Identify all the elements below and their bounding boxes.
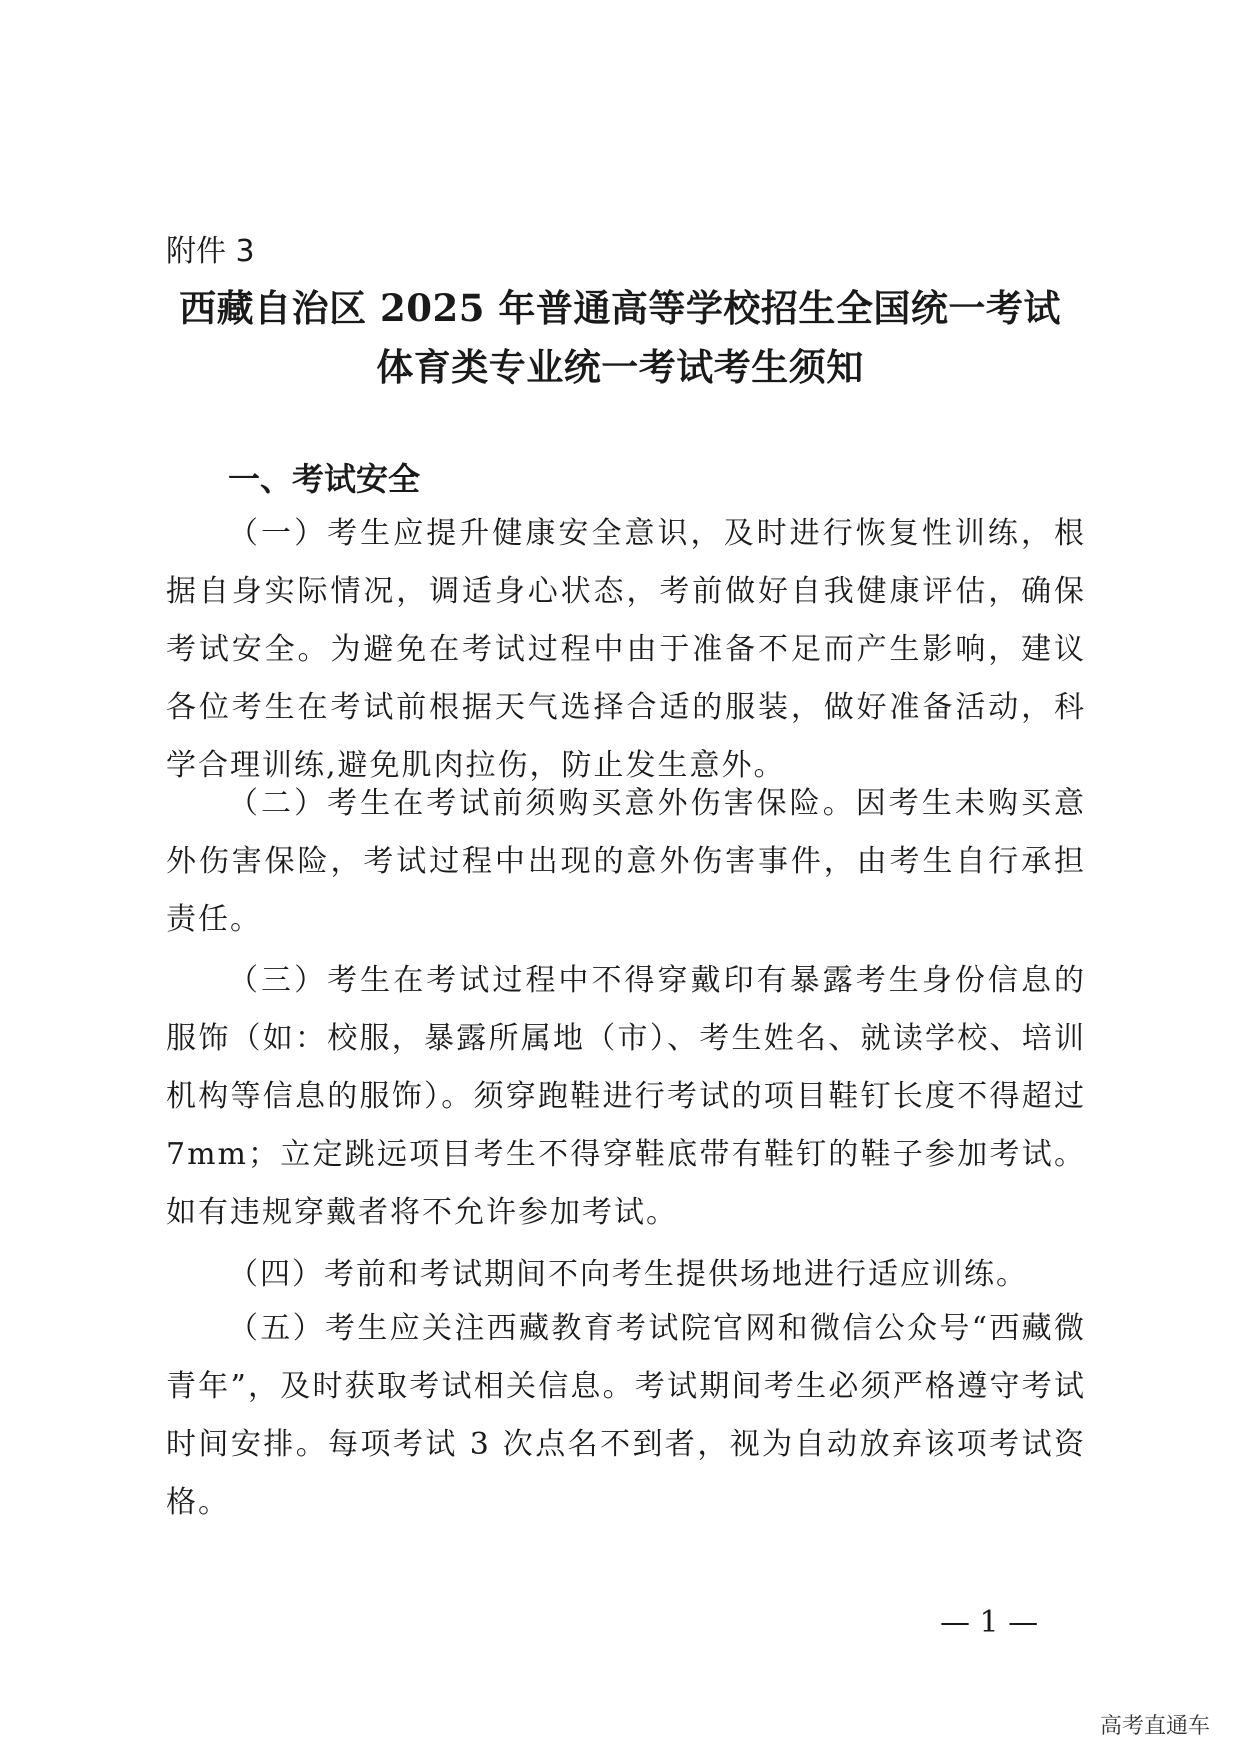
section-heading: 一、考试安全: [228, 460, 421, 498]
paragraph-insurance: （二）考生在考试前须购买意外伤害保险。因考生未购买意外伤害保险，考试过程中出现的意外伤害事件，由考生自行承担责任。: [166, 786, 1086, 937]
document-title-line-1: 西藏自治区 2025 年普通高等学校招生全国统一考试: [179, 286, 1061, 330]
paragraph-clothing-rules: （三）考生在考试过程中不得穿戴印有暴露考生身份信息的服饰（如：校服，暴露所属地（市）、考生姓名、就读学校、培训机构等信息的服饰）。须穿跑鞋进行考试的项目鞋钉长度不得超过 7mm；立定跳远项目考生不得穿鞋底带有鞋钉的鞋子参加考试。如有违规穿戴者将不允许参加考试。: [166, 963, 1086, 1230]
watermark-text: 高考直通车: [1100, 1714, 1211, 1739]
paragraph-exam-information: （五）考生应关注西藏教育考试院官网和微信公众号“西藏微青年”，及时获取考试相关信息。考试期间考生必须严格遵守考试时间安排。每项考试 3 次点名不到者，视为自动放弃该项考试资格。: [166, 1311, 1086, 1520]
paragraph-no-training-venue: （四）考前和考试期间不向考生提供场地进行适应训练。: [228, 1257, 1028, 1292]
paragraph-health-safety: （一）考生应提升健康安全意识，及时进行恢复性训练，根据自身实际情况，调适身心状态，考前做好自我健康评估，确保考试安全。为避免在考试过程中由于准备不足而产生影响，建议各位考生在考试前根据天气选择合适的服装，做好准备活动，科学合理训练,避免肌肉拉伤，防止发生意外。: [166, 516, 1086, 783]
attachment-label: 附件 3: [166, 234, 255, 269]
page-number: — 1 —: [940, 1605, 1039, 1640]
document-title-line-2: 体育类专业统一考试考生须知: [376, 345, 864, 389]
